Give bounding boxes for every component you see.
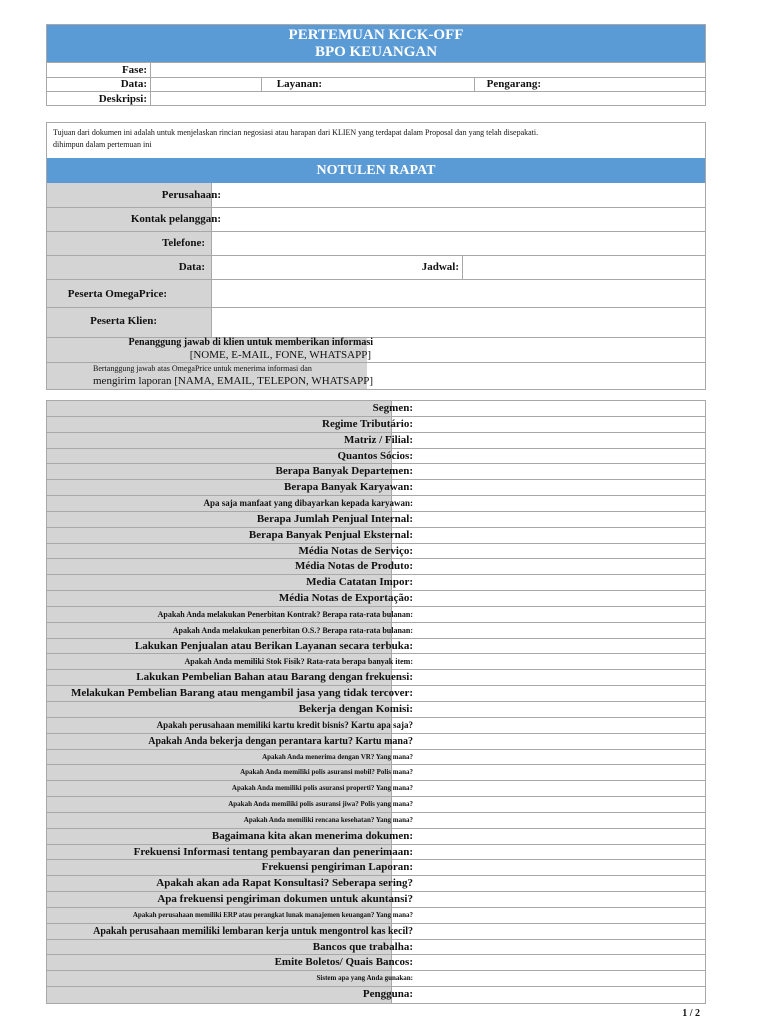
header-form	[46, 24, 706, 106]
question-label: Apakah Anda memiliki Stok Fisik? Rata-rata berapa banyak item:	[184, 657, 413, 667]
kontak-field[interactable]	[212, 208, 705, 231]
perusahaan-label: Perusahaan:	[161, 189, 221, 201]
question-label: Berapa Banyak Penjual Eksternal:	[248, 528, 413, 541]
question-answer-field[interactable]	[392, 480, 705, 495]
question-label: Frekuensi pengiriman Laporan:	[261, 861, 413, 874]
title-line-2: BPO KEUANGAN	[314, 44, 438, 60]
question-label: Berapa Banyak Karyawan:	[284, 481, 413, 494]
question-label: Matriz / Filial:	[343, 433, 413, 446]
question-row	[47, 971, 705, 987]
question-row	[47, 908, 705, 924]
questionnaire	[46, 400, 706, 1004]
question-label: Apakah perusahaan memiliki ERP atau perangkat lunak manajemen keuangan? Yang mana?	[132, 910, 413, 919]
intro-line-2: dihimpun dalam pertemuan ini	[53, 140, 152, 149]
question-answer-field[interactable]	[392, 591, 705, 606]
question-answer-field[interactable]	[392, 971, 705, 986]
peserta-klien-label: Peserta Klien:	[90, 315, 157, 327]
question-row	[47, 544, 705, 560]
data-meeting-label: Data:	[178, 261, 205, 273]
question-label: Quantos Sócios:	[337, 449, 413, 462]
question-label: Melakukan Pembelian Barang atau mengambil jasa yang tidak tercover:	[70, 687, 413, 700]
question-answer-field[interactable]	[392, 686, 705, 701]
pengarang-field[interactable]	[542, 78, 705, 91]
question-answer-field[interactable]	[392, 908, 705, 923]
question-label: Berapa Jumlah Penjual Internal:	[256, 512, 413, 525]
question-row	[47, 607, 705, 623]
question-answer-field[interactable]	[392, 559, 705, 574]
question-label: Bagaimana kita akan menerima dokumen:	[211, 829, 413, 842]
question-row	[47, 496, 705, 512]
question-answer-field[interactable]	[392, 528, 705, 543]
question-answer-field[interactable]	[392, 670, 705, 685]
question-row	[47, 654, 705, 670]
question-answer-field[interactable]	[392, 845, 705, 860]
question-label: Apakah Anda melakukan Penerbitan Kontrak? Berapa rata-rata bulanan:	[157, 609, 413, 619]
question-answer-field[interactable]	[392, 924, 705, 939]
intro-line-1: Tujuan dari dokumen ini adalah untuk menjelaskan rincian negosiasi atau harapan dari KLIEN yang terdapat dalam Proposal dan yang telah disepakati.	[53, 128, 539, 137]
question-row	[47, 765, 705, 781]
question-label: Apakah Anda memiliki rencana kesehatan? Yang mana?	[243, 815, 413, 824]
intro-text	[46, 122, 706, 158]
question-label: Apakah Anda bekerja dengan perantara kartu? Kartu mana?	[148, 735, 413, 747]
pj-klien-line-1: Penanggung jawab di klien untuk memberikan informasi	[128, 337, 373, 348]
title-line-1: PERTEMUAN KICK-OFF	[288, 27, 464, 43]
data-field[interactable]	[151, 78, 261, 91]
deskripsi-label: Deskripsi:	[98, 93, 147, 105]
question-label: Apakah Anda memiliki polis asuransi properti? Yang mana?	[231, 784, 413, 793]
question-row	[47, 876, 705, 892]
question-answer-field[interactable]	[392, 892, 705, 907]
telefone-label: Telefone:	[162, 237, 205, 249]
question-row	[47, 702, 705, 718]
question-label: Apakah Anda memiliki polis asuransi jiwa? Polis yang mana?	[228, 800, 413, 809]
question-answer-field[interactable]	[392, 781, 705, 796]
question-answer-field[interactable]	[392, 512, 705, 527]
question-row	[47, 829, 705, 845]
question-label: Emite Boletos/ Quais Bancos:	[274, 956, 413, 969]
question-answer-field[interactable]	[392, 544, 705, 559]
question-answer-field[interactable]	[392, 639, 705, 654]
question-row	[47, 750, 705, 766]
peserta-omega-field[interactable]	[212, 280, 705, 307]
question-row	[47, 797, 705, 813]
question-row	[47, 940, 705, 956]
question-answer-field[interactable]	[392, 940, 705, 955]
question-row	[47, 559, 705, 575]
jadwal-field[interactable]	[463, 256, 705, 279]
question-label: Sistem apa yang Anda gunakan:	[316, 974, 413, 983]
question-label: Apakah Anda menerima dengan VR? Yang mana?	[262, 752, 413, 761]
question-row	[47, 528, 705, 544]
question-row	[47, 670, 705, 686]
question-answer-field[interactable]	[392, 987, 705, 1002]
question-answer-field[interactable]	[392, 702, 705, 717]
question-answer-field[interactable]	[392, 623, 705, 638]
pengarang-label: Pengarang:	[486, 78, 541, 90]
question-row	[47, 401, 705, 417]
question-row	[47, 955, 705, 971]
pj-omega-label	[47, 362, 407, 388]
question-label: Média Notas de Serviço:	[298, 544, 413, 557]
question-answer-field[interactable]	[392, 654, 705, 669]
question-row	[47, 623, 705, 639]
pj-klien-field[interactable]	[377, 338, 705, 362]
question-label: Apakah Anda memiliki polis asuransi mobil? Polis mana?	[240, 768, 413, 777]
question-row	[47, 781, 705, 797]
question-label: Bancos que trabalha:	[312, 940, 413, 953]
question-label: Lakukan Penjualan atau Berikan Layanan secara terbuka:	[134, 639, 413, 652]
question-row	[47, 449, 705, 465]
question-row	[47, 464, 705, 480]
question-label: Média Notas de Exportação:	[278, 592, 413, 605]
question-answer-field[interactable]	[392, 718, 705, 733]
question-label: Berapa Banyak Departemen:	[275, 465, 413, 478]
deskripsi-field[interactable]	[151, 92, 705, 106]
document-title	[47, 25, 705, 62]
layanan-label: Layanan:	[276, 78, 322, 90]
question-row	[47, 892, 705, 908]
question-answer-field[interactable]	[392, 449, 705, 464]
question-label: Bekerja dengan Komisi:	[298, 703, 413, 715]
question-label: Pengguna:	[362, 988, 413, 1001]
question-label: Regime Tributário:	[322, 417, 413, 430]
question-answer-field[interactable]	[392, 955, 705, 970]
question-row	[47, 845, 705, 861]
question-answer-field[interactable]	[392, 417, 705, 432]
question-row	[47, 433, 705, 449]
data-label: Data:	[120, 78, 147, 90]
question-label: Média Notas de Produto:	[294, 560, 413, 573]
question-row	[47, 987, 705, 1003]
question-row	[47, 575, 705, 591]
pj-omega-line-2: mengirim laporan [NAMA, EMAIL, TELEPON, WHATSAPP]	[93, 375, 374, 387]
question-row	[47, 718, 705, 734]
question-answer-field[interactable]	[392, 607, 705, 622]
question-label: Apakah perusahaan memiliki lembaran kerja untuk mengontrol kas kecil?	[93, 925, 413, 937]
question-answer-field[interactable]	[392, 401, 705, 416]
question-label: Apa frekuensi pengiriman dokumen untuk akuntansi?	[157, 893, 413, 906]
perusahaan-field[interactable]	[212, 184, 705, 207]
telefone-field[interactable]	[212, 232, 705, 255]
question-row	[47, 512, 705, 528]
question-row	[47, 734, 705, 750]
pj-omega-line-1: Bertanggung jawab atas OmegaPrice untuk menerima informasi dan	[93, 364, 312, 373]
pj-klien-label	[47, 336, 387, 362]
question-answer-field[interactable]	[392, 829, 705, 844]
question-answer-field[interactable]	[392, 734, 705, 749]
question-answer-field[interactable]	[392, 797, 705, 812]
question-row	[47, 591, 705, 607]
pj-klien-line-2: [NOME, E-MAIL, FONE, WHATSAPP]	[189, 349, 371, 361]
question-row	[47, 924, 705, 940]
question-row	[47, 417, 705, 433]
peserta-omega-label: Peserta OmegaPrice:	[67, 288, 167, 300]
kontak-label: Kontak pelanggan:	[130, 213, 221, 225]
layanan-field[interactable]	[323, 78, 473, 91]
question-row	[47, 813, 705, 829]
question-answer-field[interactable]	[392, 464, 705, 479]
question-label: Apakah Anda melakukan penerbitan O.S.? Berapa rata-rata bulanan:	[172, 625, 413, 635]
question-row	[47, 686, 705, 702]
question-label: Apakah perusahaan memiliki kartu kredit bisnis? Kartu apa saja?	[156, 719, 413, 730]
question-label: Segmen:	[372, 402, 413, 414]
question-row	[47, 860, 705, 876]
fase-field[interactable]	[151, 63, 705, 77]
pj-omega-field[interactable]	[407, 363, 705, 389]
question-answer-field[interactable]	[392, 765, 705, 780]
question-row	[47, 639, 705, 655]
question-label: Media Catatan Impor:	[306, 576, 413, 589]
question-label: Frekuensi Informasi tentang pembayaran dan penerimaan:	[133, 845, 413, 858]
question-answer-field[interactable]	[392, 813, 705, 828]
question-label: Apa saja manfaat yang dibayarkan kepada karyawan:	[203, 498, 413, 509]
question-answer-field[interactable]	[392, 433, 705, 448]
peserta-klien-field[interactable]	[212, 308, 705, 337]
notulen-section	[46, 158, 706, 390]
question-answer-field[interactable]	[392, 575, 705, 590]
question-label: Apakah akan ada Rapat Konsultasi? Seberapa sering?	[156, 877, 413, 890]
question-row	[47, 480, 705, 496]
page-number: 1 / 2	[682, 1008, 700, 1019]
fase-label: Fase:	[121, 64, 147, 76]
question-answer-field[interactable]	[392, 750, 705, 765]
notulen-title: NOTULEN RAPAT	[47, 158, 705, 183]
question-answer-field[interactable]	[392, 876, 705, 891]
question-answer-field[interactable]	[392, 496, 705, 511]
question-answer-field[interactable]	[392, 860, 705, 875]
question-label: Lakukan Pembelian Bahan atau Barang dengan frekuensi:	[136, 671, 413, 684]
jadwal-label: Jadwal:	[421, 261, 459, 273]
